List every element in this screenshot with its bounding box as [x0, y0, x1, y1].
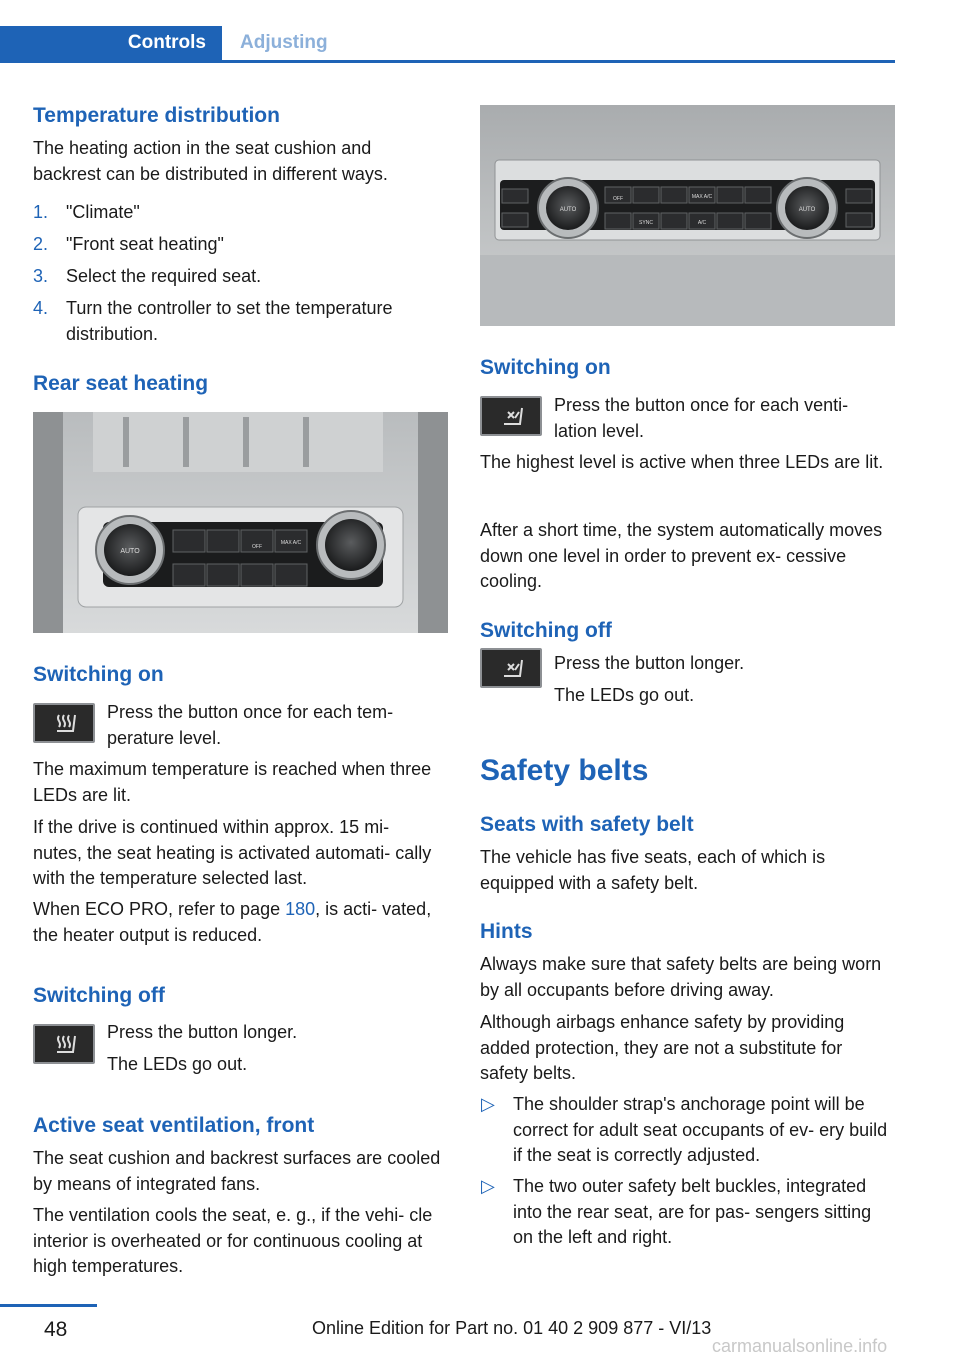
max-temperature-text: The maximum temperature is reached when three LEDs are lit.: [33, 759, 432, 805]
photo-ac-label: A/C: [697, 220, 707, 226]
tab-adjusting[interactable]: Adjusting: [240, 32, 328, 53]
continue-drive-text: If the drive is continued within approx. 15 mi‐ nutes, the seat heating is activated automati‐ cally with the temperature selected last.: [33, 817, 432, 888]
watermark: carmanualsonline.info: [712, 1336, 888, 1356]
footer-rule: [0, 1304, 97, 1307]
ventilation-text-2: The ventilation cools the seat, e. g., if the vehi‐ cle interior is overheated or for continuous cooling at high temperatures.: [33, 1205, 433, 1276]
page-number: 48: [44, 1318, 68, 1341]
rear-switching-on-heading: Switching on: [33, 663, 164, 686]
hints-text-1: Always make sure that safety belts are being worn by all occupants before driving away.: [480, 954, 882, 1000]
rear-switching-on-text: Press the button once for each tem‐ perature level.: [107, 702, 394, 748]
photo-auto-label: AUTO: [559, 207, 577, 213]
temperature-distribution-heading: Temperature distribution: [33, 104, 280, 127]
step-2-number: 2.: [33, 234, 49, 254]
photo-off-label: OFF: [252, 544, 262, 550]
eco-pro-text: When ECO PRO, refer to page 180, is acti‐ vated, the heater output is reduced.: [33, 899, 432, 945]
rear-switching-off-text1: Press the button longer.: [107, 1022, 298, 1042]
tab-controls[interactable]: Controls: [0, 26, 222, 60]
bullet-marker: ▷: [481, 1176, 495, 1196]
ventilation-text-1: The seat cushion and backrest surfaces are cooled by means of integrated fans.: [33, 1148, 441, 1194]
bullet-1-text: The shoulder strap's anchorage point will be correct for adult seat occupants of ev‐ ery build if the seat is correctly adjusted.: [513, 1094, 888, 1165]
rear-switching-off-text2: The LEDs go out.: [107, 1054, 248, 1074]
temperature-distribution-text: The heating action in the seat cushion and backrest can be distributed in different ways.: [33, 138, 388, 184]
photo-sync-label: SYNC: [639, 220, 653, 226]
seat-ventilation-button-icon: [480, 648, 542, 688]
step-3-number: 3.: [33, 266, 49, 286]
seat-heating-button-icon: [33, 703, 95, 743]
vent-switching-off-text1: Press the button longer.: [554, 653, 745, 673]
vent-switching-on-heading: Switching on: [480, 356, 611, 379]
photo-auto-label: AUTO: [120, 548, 140, 555]
vent-switching-off-text2: The LEDs go out.: [554, 685, 695, 705]
seat-heating-button-icon: [33, 1024, 95, 1064]
hints-heading: Hints: [480, 920, 533, 943]
step-1-text: "Climate": [66, 202, 140, 222]
bullet-2-text: The two outer safety belt buckles, integrated into the rear seat, are for pas‐ sengers sitting on the left and right.: [513, 1176, 872, 1247]
edition-text: Online Edition for Part no. 01 40 2 909 877 - VI/13: [312, 1318, 712, 1338]
step-4-number: 4.: [33, 298, 49, 318]
photo-max-ac-label: MAX A/C: [280, 540, 302, 546]
vent-switching-off-heading: Switching off: [480, 619, 612, 642]
photo-auto-label: AUTO: [798, 207, 816, 213]
seats-text: The vehicle has five seats, each of which is equipped with a safety belt.: [480, 847, 826, 893]
hints-text-2: Although airbags enhance safety by providing added protection, they are not a substitute for safety belts.: [480, 1012, 845, 1083]
rear-seat-heating-heading: Rear seat heating: [33, 372, 209, 395]
rear-seat-heating-photo: [33, 412, 448, 633]
step-4-text: Turn the controller to set the temperature distribution.: [66, 298, 393, 344]
seat-ventilation-button-icon: [480, 396, 542, 436]
seat-ventilation-heading: Active seat ventilation, front: [33, 1114, 315, 1137]
seats-with-safety-belt-heading: Seats with safety belt: [480, 813, 694, 836]
page-180-link[interactable]: 180: [285, 899, 316, 919]
step-1-number: 1.: [33, 202, 49, 222]
vent-switching-on-text: Press the button once for each venti‐ lation level.: [554, 395, 849, 441]
rear-switching-off-heading: Switching off: [33, 984, 165, 1007]
bullet-marker: ▷: [481, 1094, 495, 1114]
front-climate-panel-photo: [480, 105, 895, 326]
step-3-text: Select the required seat.: [66, 266, 262, 286]
step-2-text: "Front seat heating": [66, 234, 224, 254]
photo-max-ac-label: MAX A/C: [691, 194, 713, 200]
short-time-text: After a short time, the system automatically moves down one level in order to prevent ex‐ cessive cooling.: [480, 520, 883, 591]
safety-belts-heading: Safety belts: [480, 754, 649, 787]
header-tabs: [0, 26, 895, 63]
highest-level-text: The highest level is active when three LEDs are lit.: [480, 452, 884, 472]
photo-off-label: OFF: [613, 196, 623, 202]
